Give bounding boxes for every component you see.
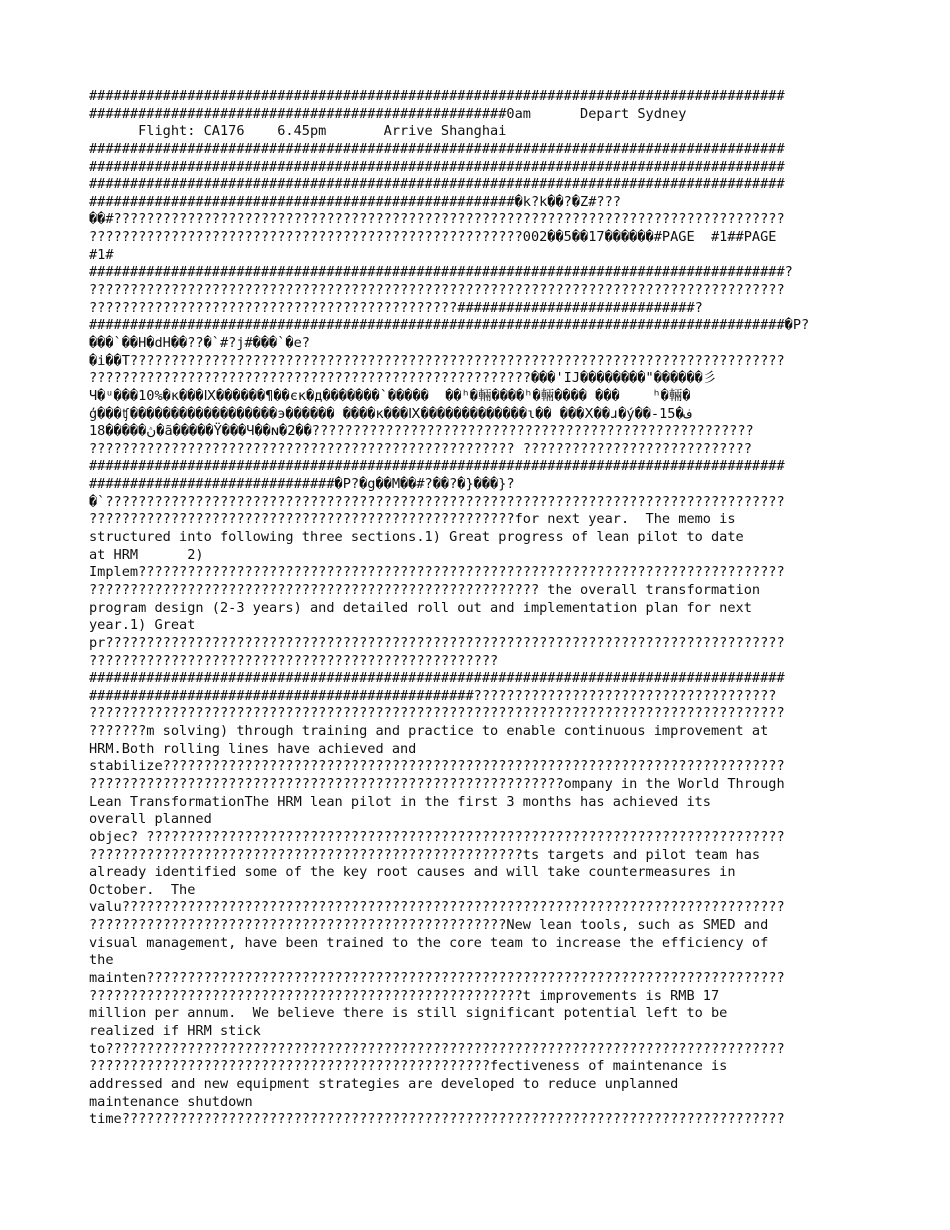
document-line: #####################################################################################: [89, 88, 785, 104]
document-line: ???????????????????????????????????????????????????New lean tools, such as SMED and: [89, 917, 769, 934]
document-line: ???????????????????????????????????????????????????? ????????????????????????????: [89, 440, 752, 457]
document-line: the: [89, 952, 114, 969]
document-line: Ч�ᵘ���10%�κ���Ⅸ������¶��єκ�д�������`����� ��ʰ�輛����ʰ�輛���� ��� ʰ�輛�: [89, 387, 691, 404]
document-line: ?????????????????????????????????????????????????????t improvements is RMB 17: [89, 987, 720, 1004]
document-line: ###################################################0am Depart Sydney: [89, 105, 687, 122]
document-line: at HRM 2): [89, 546, 204, 563]
document-line: to???????????????????????????????????????????????????????????????????????????????????: [89, 1040, 785, 1057]
document-line: ?????????????????????????????????????????????????????????????????????????????????????: [89, 705, 785, 722]
document-line: Flight: CA176 6.45pm Arrive Shanghai: [89, 123, 507, 140]
document-line: ####################################################�k?k��?�Z#???: [89, 193, 621, 210]
document-line: #####################################################################################: [89, 176, 785, 193]
document-line: ?????????????????????????????????????????????????fectiveness of maintenance is: [89, 1058, 728, 1075]
document-line: ?????????????????????????????????????????????????????002��5��17������#PAGE #1##PAGE: [89, 229, 777, 246]
document-line: Implem???????????????????????????????????????????????????????????????????????????????: [89, 564, 785, 581]
document-line: maintenance shutdown: [89, 1093, 253, 1110]
document-line: ģ���ʧ������������������э������ ����κ���Ⅸ�������������ɩ�� ���Ⅹ��ɹ�ý��-15�ف: [89, 405, 692, 422]
document-body: [89, 88, 869, 1129]
document-line: ?????????????????????????????????????????????????????????????????????????????????????: [89, 282, 785, 299]
document-line: valu?????????????????????????????????????????????????????????????????????????????????: [89, 899, 785, 916]
document-line: ??????????????????????????????????????????????????: [89, 652, 499, 669]
document-line: ??????????????????????????????????????????????????????���'IJ��������"������彡: [89, 370, 717, 387]
document-line: HRM.Both rolling lines have achieved and: [89, 740, 417, 757]
document-line: program design (2-3 years) and detailed roll out and implementation plan for next: [89, 599, 752, 616]
document-line: #####################################################################################: [89, 140, 785, 157]
document-line: #1#: [89, 246, 114, 263]
document-line: �`???????????????????????????????????????????????????????????????????????????????????: [89, 493, 785, 510]
document-line: ????????????????????????????????????????????????????for next year. The memo is: [89, 511, 736, 528]
document-line: million per annum. We believe there is still significant potential left to be: [89, 1005, 728, 1022]
document-line: realized if HRM stick: [89, 1022, 261, 1039]
document-line: stabilize????????????????????????????????????????????????????????????????????????????: [89, 758, 785, 775]
document-line: visual management, have been trained to the core team to increase the efficiency of: [89, 934, 769, 951]
document-line: #####################################################################################: [89, 458, 785, 475]
document-line: objec? ??????????????????????????????????????????????????????????????????????????????: [89, 828, 785, 845]
document-line: ڽ�����18�ã�����Ÿ���Ч��ɴ�2��??????????????????????????????????????????????????????: [89, 423, 754, 440]
document-line: addressed and new equipment strategies are developed to reduce unplanned: [89, 1075, 679, 1092]
document-line: ##############################�P?�g��M��#?��?�}���}?: [89, 476, 515, 493]
document-line: #####################################################################################: [89, 670, 785, 687]
document-line: #####################################################################################: [89, 158, 785, 175]
document-line: ??????????????????????????????????????????????????????????ompany in the World Through: [89, 775, 785, 792]
document-line: mainten??????????????????????????????????????????????????????????????????????????????: [89, 970, 785, 987]
document-line: structured into following three sections.1) Great progress of lean pilot to date: [89, 529, 744, 546]
document-line: time?????????????????????????????????????????????????????????????????????????????????: [89, 1111, 785, 1128]
document-line: �i��T????????????????????????????????????????????????????????????????????????????????: [89, 352, 785, 369]
document-line: ��#??????????????????????????????????????????????????????????????????????????????????: [89, 211, 785, 228]
document-line: year.1) Great: [89, 617, 196, 634]
document-line: ���`��H�dH��??�`#?j#���`�e?: [89, 334, 310, 351]
document-line: ###############################################?????????????????????????????????????: [89, 687, 777, 704]
document-line: October. The: [89, 881, 196, 898]
document-line: ???????m solving) through training and practice to enable continuous improvement at: [89, 723, 769, 740]
document-line: pr???????????????????????????????????????????????????????????????????????????????????: [89, 634, 785, 651]
document-line: Lean TransformationThe HRM lean pilot in the first 3 months has achieved its: [89, 793, 711, 810]
document-line: ??????????????????????????????????????????????????????? the overall transformation: [89, 581, 761, 598]
document-line: ?????????????????????????????????????????????#############################?: [89, 299, 703, 316]
document-line: already identified some of the key root causes and will take countermeasures in: [89, 864, 736, 881]
document-line: overall planned: [89, 811, 212, 828]
document-line: #####################################################################################�P?: [89, 317, 810, 334]
document-line: ?????????????????????????????????????????????????????ts targets and pilot team has: [89, 846, 761, 863]
document-line: #####################################################################################?: [89, 264, 793, 281]
